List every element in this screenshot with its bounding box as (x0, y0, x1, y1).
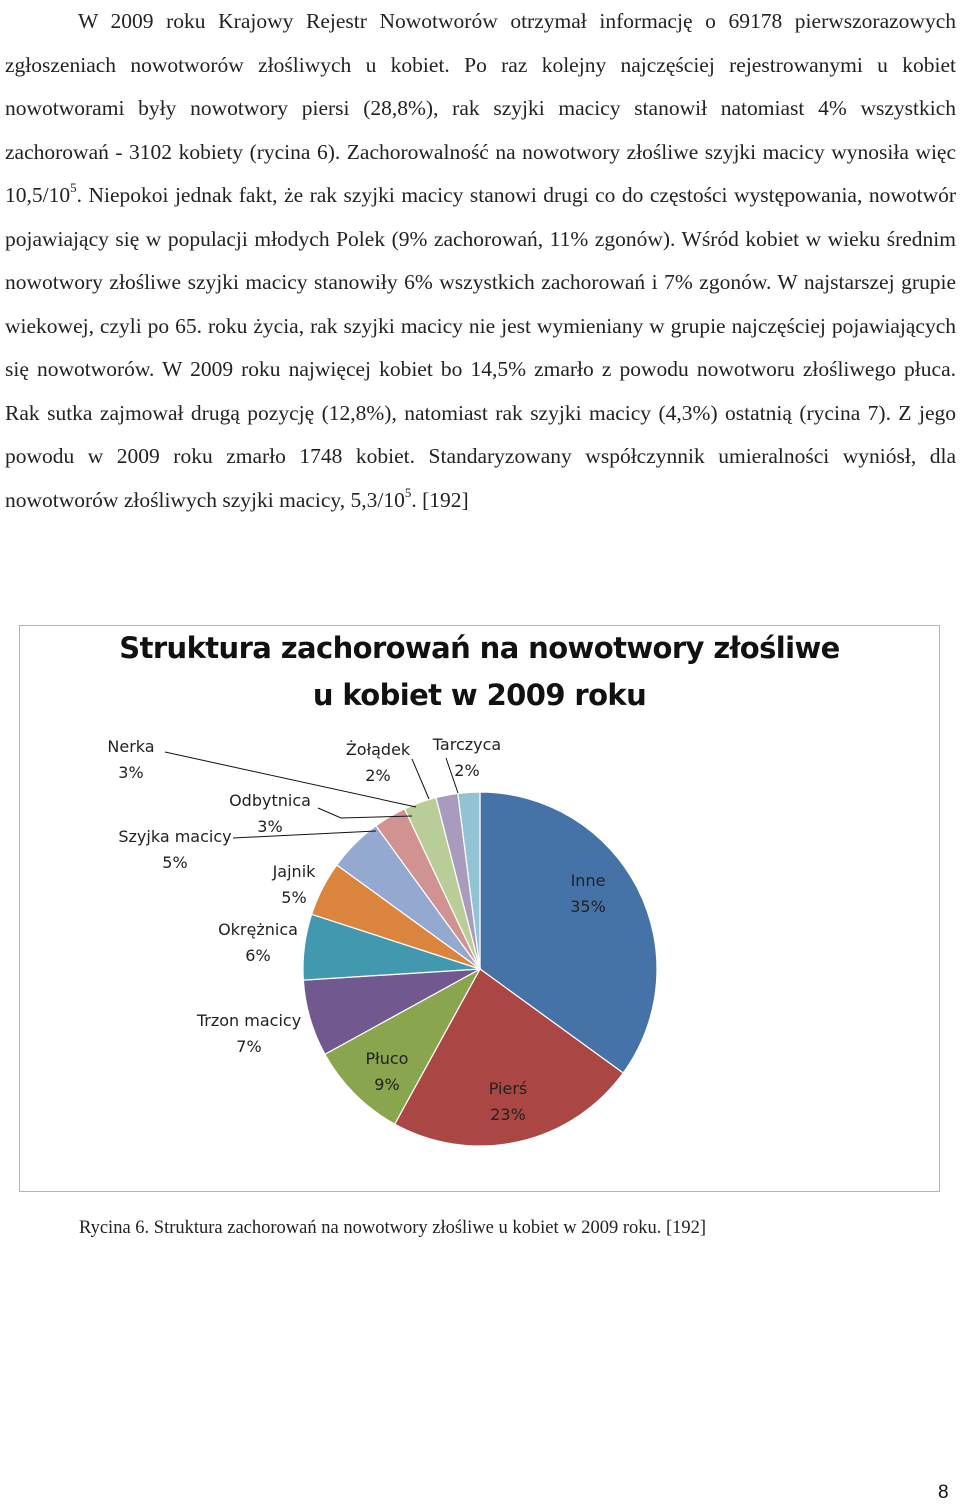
body-paragraph (5, 0, 956, 522)
superscript-exponent-1: 5 (70, 180, 77, 195)
figure-caption: Rycina 6. Struktura zachorowań na nowotwory złośliwe u kobiet w 2009 roku. [192] (79, 1218, 707, 1238)
slice-percent-label: 7% (236, 1037, 262, 1056)
slice-name-label: Jajnik (272, 862, 316, 881)
slice-name-label: Żołądek (345, 740, 411, 759)
superscript-exponent-2: 5 (404, 484, 412, 500)
slice-name-label: Tarczyca (432, 735, 502, 754)
pie-chart (20, 626, 939, 1191)
slice-percent-label: 5% (281, 888, 307, 907)
slice-percent-label: 23% (490, 1105, 526, 1124)
slice-percent-label: 9% (374, 1075, 400, 1094)
page-number: 8 (938, 1482, 949, 1503)
slice-name-label: Nerka (107, 737, 155, 756)
slice-name-label: Trzon macicy (196, 1011, 302, 1030)
slice-name-label: Odbytnica (229, 791, 311, 810)
slice-name-label: Inne (570, 871, 606, 890)
leader-line (233, 831, 376, 838)
chart-title-line-2: u kobiet w 2009 roku (312, 678, 647, 712)
slice-percent-label: 3% (257, 817, 283, 836)
slice-name-label: Pierś (488, 1079, 528, 1098)
slice-name-label: Okrężnica (218, 920, 298, 939)
slice-percent-label: 35% (570, 897, 606, 916)
body-text-part-3: . [192] (411, 487, 469, 512)
body-text-part-1: W 2009 roku Krajowy Rejestr Nowotworów otrzymał informację o 69178 pierwszorazowych zgłoszeniach nowotworów złośliwych u kobiet. Po raz kolejny najczęściej rejestrowanymi u kobiet nowotworami były nowotwory piersi (28,8%), rak szyjki macicy stanowił natomiast 4% wszystkich zachorowań - 3102 kobiety (rycina 6). Zachorowalność na nowotwory złośliwe szyjki macicy wynosiła więc 10,5/10 (5, 9, 956, 207)
leader-line (412, 759, 429, 799)
slice-percent-label: 5% (162, 853, 188, 872)
pie-chart-frame (19, 625, 940, 1192)
slice-percent-label: 2% (454, 761, 480, 780)
slice-name-label: Szyjka macicy (118, 827, 232, 846)
slice-percent-label: 2% (365, 766, 391, 785)
slice-name-label: Płuco (365, 1049, 409, 1068)
body-text-part-2: . Niepokoi jednak fakt, że rak szyjki macicy stanowi drugi co do częstości występowania, nowotwór pojawiający się w populacji młodych Polek (9% zachorowań, 11% zgonów). Wśród kobiet w wieku średnim nowotwory złośliwe szyjki macicy stanowiły 6% wszystkich zachorowań i 7% zgonów. W najstarszej grupie wiekowej, czyli po 65. roku życia, rak szyjki macicy nie jest wymieniany w grupie najczęściej pojawiających się nowotworów. W 2009 roku najwięcej kobiet bo 14,5% zmarło z powodu nowotworu złośliwego płuca. Rak sutka zajmował drugą pozycję (12,8%), natomiast rak szyjki macicy (4,3%) ostatnią (rycina 7). Z jego powodu w 2009 roku zmarło 1748 kobiet. Standaryzowany współczynnik umieralności wyniósł, dla nowotworów złośliwych szyjki macicy, 5,3/10 (5, 183, 956, 512)
slice-percent-label: 3% (118, 763, 144, 782)
chart-title-line-1: Struktura zachorowań na nowotwory złośliwe (119, 631, 840, 665)
slice-percent-label: 6% (245, 946, 271, 965)
